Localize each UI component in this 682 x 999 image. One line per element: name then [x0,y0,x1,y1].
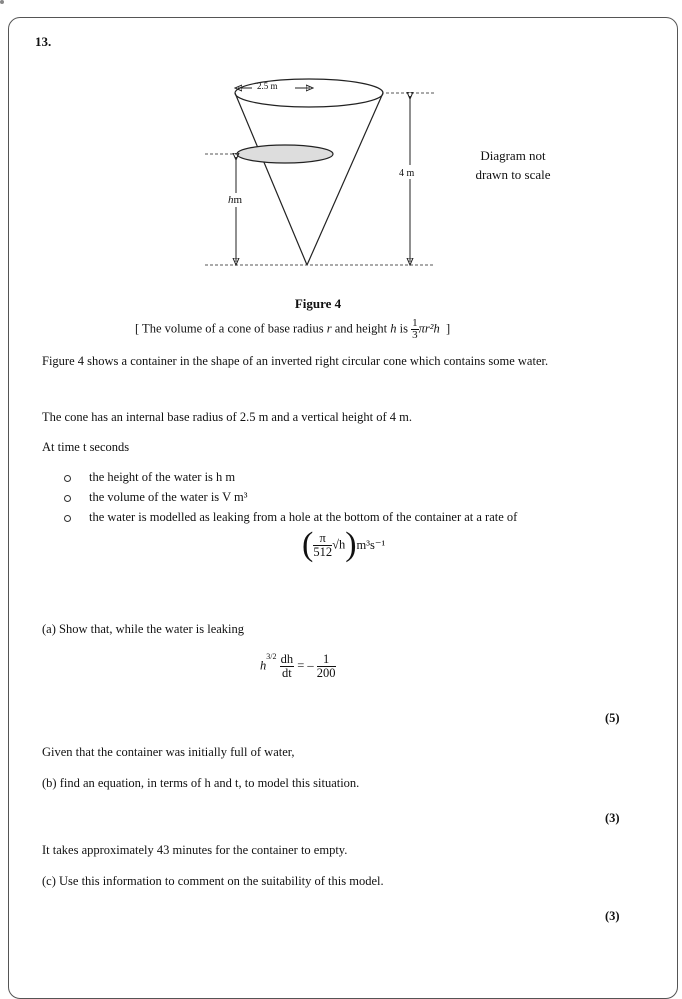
bullet-item: the height of the water is h m [89,470,236,484]
height-label: 4 m [399,168,415,179]
part-a-equation: $h^{3/2}$ $\frac{dh}{dt}$ = – $\frac{1}{200}$ [260,652,336,680]
water-surface [237,145,333,163]
cone-info: The cone has an internal base radius of 2.5 m and a vertical height of 4 m. [42,410,413,424]
question-number: 13. [35,34,52,49]
diagram-note-1: Diagram not [480,148,546,163]
intro-paragraph: Figure 4 shows a container in the shape of an inverted right circular cone which contains some water. [42,354,549,368]
water-height-label: hm [228,194,243,206]
corner-mark [0,0,4,4]
time-intro: At time t seconds [42,440,130,454]
takes-text: It takes approximately 43 minutes for the container to empty. [42,843,348,857]
bullet-item: the volume of the water is V m³ [89,490,248,504]
bullet-icon [64,475,71,482]
radius-label: 2.5 m [257,81,278,91]
bullet-icon [64,495,71,502]
bullet-item: the water is modelled as leaking from a hole at the bottom of the container at a rate of [89,510,518,524]
diagram-note-2: drawn to scale [475,167,551,182]
part-c-text: (c) Use this information to comment on the suitability of this model. [42,874,384,888]
cone-volume-note: [ The volume of a cone of base radius r and height h is $\frac{1}{3}$ πr²h ] [135,317,451,341]
given-text: Given that the container was initially full of water, [42,745,295,759]
part-c-marks: (3) [605,909,620,923]
leak-rate-expression: ( $\frac{\pi}{512}$ √h)m³s⁻¹ [302,526,386,563]
cone-left-side [235,93,307,265]
part-a-text: (a) Show that, while the water is leaking [42,622,245,636]
part-a-marks: (5) [605,711,620,725]
cone-right-side [307,93,383,265]
part-b-marks: (3) [605,811,620,825]
figure-caption: Figure 4 [294,296,342,311]
part-b-text: (b) find an equation, in terms of h and t, to model this situation. [42,776,360,790]
bullet-icon [64,515,71,522]
